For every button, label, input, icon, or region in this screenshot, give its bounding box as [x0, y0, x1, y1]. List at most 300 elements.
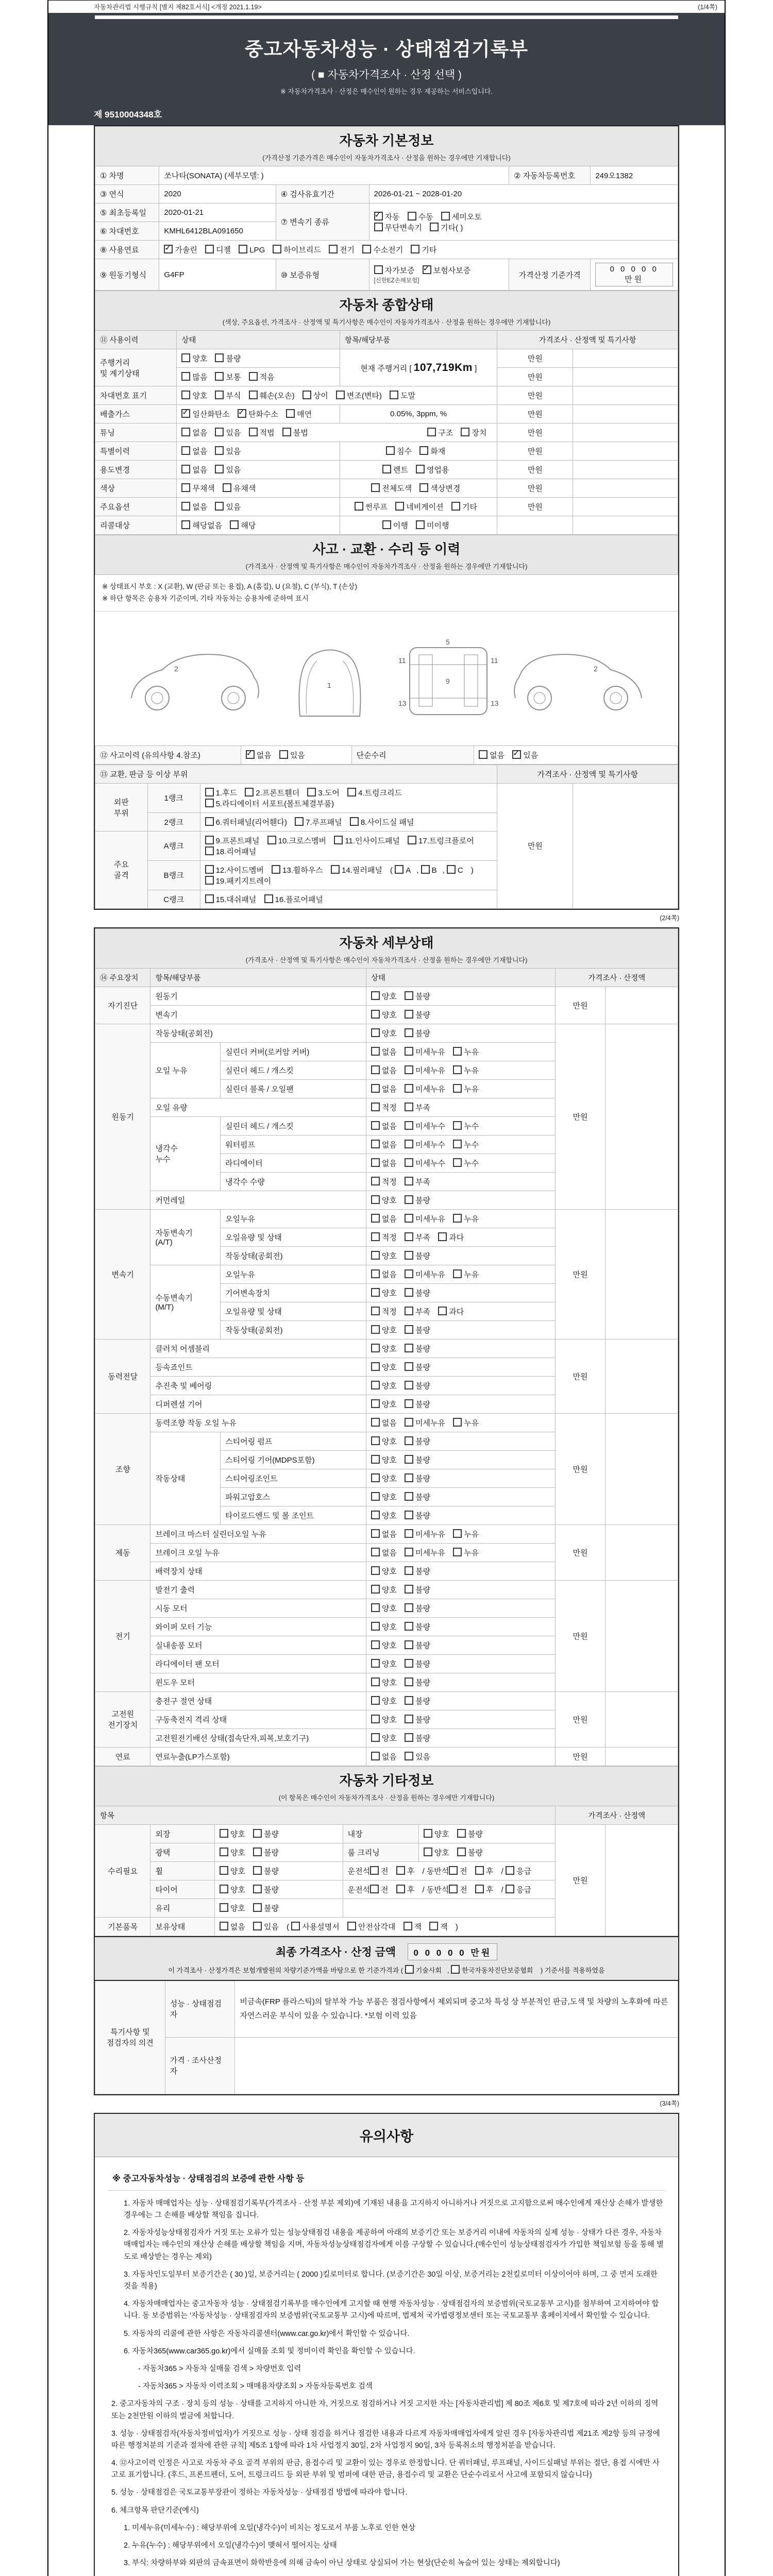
- checkbox[interactable]: [404, 1922, 412, 1930]
- checkbox-option[interactable]: 부식: [215, 390, 241, 401]
- checkbox[interactable]: [405, 1548, 413, 1556]
- checkbox[interactable]: [438, 1232, 447, 1241]
- checkbox[interactable]: [451, 1965, 460, 1974]
- checkbox-option[interactable]: 불량: [405, 1640, 430, 1651]
- checkbox-option[interactable]: 해당없음: [181, 520, 222, 531]
- checkbox-option[interactable]: 사용설명서: [291, 1921, 339, 1932]
- checkbox-option[interactable]: 양호: [371, 1250, 397, 1261]
- checkbox-option[interactable]: 수동: [408, 211, 433, 222]
- checkbox-option[interactable]: 15.대쉬패널: [205, 894, 257, 905]
- checkbox[interactable]: [181, 446, 190, 455]
- checkbox[interactable]: [347, 788, 356, 796]
- checkbox-option[interactable]: 양호: [371, 991, 397, 1002]
- checkbox-option[interactable]: 기타( ): [430, 222, 463, 233]
- checkbox[interactable]: [405, 1399, 413, 1408]
- checkbox-option[interactable]: 적음: [249, 371, 275, 382]
- checkbox[interactable]: [238, 409, 246, 418]
- checkbox-option[interactable]: 5.라디에이터 서포트(볼트체결부품): [205, 798, 334, 809]
- checkbox[interactable]: [441, 212, 450, 221]
- checkbox-option[interactable]: 없음: [371, 1213, 397, 1224]
- checkbox[interactable]: [371, 1214, 380, 1223]
- checkbox[interactable]: [371, 1288, 380, 1297]
- checkbox[interactable]: [329, 245, 338, 253]
- checkbox-option[interactable]: 10.크로스멤버: [267, 835, 326, 846]
- checkbox[interactable]: [279, 750, 288, 759]
- checkbox[interactable]: [215, 446, 224, 455]
- checkbox-option[interactable]: 양호: [371, 1658, 397, 1669]
- checkbox[interactable]: [371, 1140, 380, 1148]
- checkbox-option[interactable]: 장치: [461, 427, 486, 438]
- checkbox-option[interactable]: 많음: [181, 371, 207, 382]
- checkbox[interactable]: [205, 817, 214, 826]
- checkbox[interactable]: [405, 1566, 413, 1575]
- checkbox-option[interactable]: 불량: [405, 1028, 430, 1039]
- checkbox-option[interactable]: 없음: [371, 1139, 397, 1150]
- checkbox-option[interactable]: 양호: [371, 1380, 397, 1391]
- checkbox[interactable]: [386, 446, 395, 455]
- checkbox[interactable]: [405, 1715, 413, 1723]
- checkbox-option[interactable]: 영업용: [416, 464, 449, 475]
- checkbox-option[interactable]: 자가보증: [374, 265, 415, 276]
- checkbox[interactable]: [395, 865, 404, 874]
- checkbox-option[interactable]: 미세누유: [405, 1529, 445, 1539]
- checkbox-option[interactable]: 불량: [405, 1343, 430, 1354]
- checkbox[interactable]: [405, 1529, 413, 1538]
- checkbox-option[interactable]: 있음: [405, 1751, 430, 1762]
- checkbox-option[interactable]: 디젤: [205, 244, 231, 255]
- checkbox[interactable]: [479, 750, 488, 759]
- checkbox-option[interactable]: 4.트렁크리드: [347, 787, 402, 798]
- checkbox[interactable]: [451, 502, 460, 511]
- checkbox-option[interactable]: 해당: [230, 520, 256, 531]
- checkbox[interactable]: [453, 1269, 462, 1278]
- checkbox[interactable]: [382, 465, 391, 473]
- checkbox[interactable]: [416, 465, 425, 473]
- checkbox-option[interactable]: 양호: [371, 1436, 397, 1447]
- checkbox[interactable]: [475, 1866, 484, 1875]
- checkbox[interactable]: [181, 483, 190, 492]
- checkbox-option[interactable]: 미세누유: [405, 1065, 445, 1076]
- checkbox[interactable]: [307, 788, 316, 796]
- checkbox[interactable]: [371, 1733, 380, 1742]
- checkbox-option[interactable]: 양호: [371, 1733, 397, 1743]
- checkbox-option[interactable]: ✓자동: [374, 211, 400, 222]
- checkbox[interactable]: [253, 1866, 262, 1875]
- checkbox[interactable]: [453, 1140, 462, 1148]
- checkbox-option[interactable]: 7.루프패널: [295, 817, 342, 827]
- checkbox-option[interactable]: 누유: [453, 1547, 479, 1558]
- checkbox[interactable]: [347, 1922, 356, 1930]
- checkbox-option[interactable]: 없음: [371, 1547, 397, 1558]
- checkbox[interactable]: [370, 1885, 379, 1893]
- checkbox[interactable]: [405, 1065, 413, 1074]
- checkbox[interactable]: [371, 1677, 380, 1686]
- checkbox[interactable]: [447, 865, 456, 874]
- checkbox-option[interactable]: 양호: [371, 1009, 397, 1020]
- checkbox-option[interactable]: ✓ 탄화수소: [238, 409, 278, 419]
- checkbox-option[interactable]: 양호: [371, 1492, 397, 1502]
- checkbox-option[interactable]: 무단변속기: [374, 222, 422, 233]
- checkbox-option[interactable]: 없음: [181, 464, 207, 475]
- checkbox-option[interactable]: 부족: [405, 1176, 430, 1187]
- checkbox-option[interactable]: 적정: [371, 1306, 397, 1317]
- checkbox[interactable]: [371, 1028, 380, 1037]
- checkbox-option[interactable]: 불량: [405, 1696, 430, 1706]
- checkbox[interactable]: [220, 1922, 228, 1930]
- checkbox[interactable]: [453, 1065, 462, 1074]
- checkbox[interactable]: [453, 1158, 462, 1167]
- checkbox[interactable]: [371, 1455, 380, 1464]
- checkbox-option[interactable]: 하이브리드: [273, 244, 321, 255]
- checkbox-option[interactable]: 구조: [427, 427, 453, 438]
- checkbox-option[interactable]: 불량: [253, 1847, 279, 1858]
- checkbox[interactable]: [405, 1232, 413, 1241]
- checkbox[interactable]: [371, 1603, 380, 1612]
- checkbox[interactable]: [453, 1121, 462, 1130]
- checkbox[interactable]: [334, 836, 343, 844]
- checkbox-option[interactable]: 13.휠하우스: [272, 865, 323, 875]
- checkbox[interactable]: [405, 1010, 413, 1019]
- checkbox[interactable]: [181, 372, 190, 381]
- checkbox-option[interactable]: 양호: [371, 1566, 397, 1577]
- checkbox-option[interactable]: 적정: [371, 1232, 397, 1243]
- checkbox[interactable]: [371, 1640, 380, 1649]
- checkbox[interactable]: [405, 991, 413, 1000]
- checkbox-option[interactable]: 불량: [405, 991, 430, 1002]
- checkbox[interactable]: [215, 502, 224, 511]
- checkbox[interactable]: [405, 1511, 413, 1519]
- checkbox-option[interactable]: 누수: [453, 1158, 479, 1168]
- checkbox-option[interactable]: 불량: [405, 1436, 430, 1447]
- checkbox[interactable]: [181, 391, 190, 399]
- checkbox[interactable]: [355, 502, 363, 511]
- checkbox[interactable]: [449, 1866, 458, 1875]
- checkbox-option[interactable]: 누수: [453, 1121, 479, 1131]
- checkbox[interactable]: [286, 409, 295, 418]
- checkbox-option[interactable]: 없음: [181, 427, 207, 438]
- checkbox[interactable]: [453, 1418, 462, 1427]
- checkbox-option[interactable]: ✓ 없음: [246, 750, 272, 760]
- checkbox-option[interactable]: 상이: [303, 390, 328, 401]
- checkbox-option[interactable]: 16.플로어패널: [264, 894, 323, 905]
- checkbox[interactable]: [253, 1885, 262, 1893]
- checkbox[interactable]: [453, 1047, 462, 1056]
- checkbox[interactable]: [205, 865, 214, 874]
- checkbox[interactable]: [181, 465, 190, 473]
- checkbox-option[interactable]: 누유: [453, 1213, 479, 1224]
- checkbox[interactable]: [405, 1214, 413, 1223]
- checkbox[interactable]: [371, 1511, 380, 1519]
- checkbox[interactable]: [423, 265, 431, 274]
- checkbox-option[interactable]: 잭: [429, 1921, 448, 1932]
- checkbox-option[interactable]: 없음: [371, 1083, 397, 1094]
- checkbox-option[interactable]: 8.사이드실 패널: [350, 817, 414, 827]
- checkbox[interactable]: [336, 391, 345, 399]
- checkbox-option[interactable]: 양호: [181, 390, 207, 401]
- checkbox-option[interactable]: 불량: [405, 1566, 430, 1577]
- checkbox[interactable]: [245, 788, 254, 796]
- checkbox[interactable]: [405, 1603, 413, 1612]
- checkbox[interactable]: [405, 1677, 413, 1686]
- checkbox-option[interactable]: 누수: [453, 1139, 479, 1150]
- checkbox[interactable]: [405, 1028, 413, 1037]
- checkbox-option[interactable]: 불량: [405, 1510, 430, 1521]
- checkbox[interactable]: [374, 223, 383, 231]
- checkbox-option[interactable]: 불량: [405, 1733, 430, 1743]
- checkbox[interactable]: [205, 876, 214, 885]
- checkbox[interactable]: [181, 520, 190, 529]
- checkbox-option[interactable]: 화재: [419, 446, 445, 456]
- checkbox-option[interactable]: 양호: [220, 1866, 245, 1876]
- checkbox-option[interactable]: 불량: [253, 1828, 279, 1839]
- checkbox-option[interactable]: 응급: [506, 1884, 531, 1895]
- checkbox[interactable]: [215, 372, 224, 381]
- checkbox-option[interactable]: 양호: [220, 1828, 245, 1839]
- checkbox-option[interactable]: 안전삼각대: [347, 1921, 395, 1932]
- checkbox-option[interactable]: ✓ 가솔린: [164, 244, 197, 255]
- checkbox[interactable]: [405, 1362, 413, 1371]
- checkbox-option[interactable]: 보통: [215, 371, 241, 382]
- checkbox[interactable]: [273, 245, 281, 253]
- checkbox[interactable]: [303, 391, 311, 399]
- checkbox[interactable]: [371, 1010, 380, 1019]
- checkbox[interactable]: [382, 520, 391, 529]
- checkbox[interactable]: [362, 245, 371, 253]
- checkbox[interactable]: [371, 1251, 380, 1260]
- checkbox[interactable]: [405, 1418, 413, 1427]
- checkbox-option[interactable]: 누유: [453, 1046, 479, 1057]
- checkbox[interactable]: [215, 353, 224, 362]
- checkbox[interactable]: [371, 1121, 380, 1130]
- checkbox[interactable]: [408, 212, 416, 221]
- checkbox-option[interactable]: 양호: [220, 1903, 245, 1913]
- checkbox[interactable]: [405, 1158, 413, 1167]
- checkbox-option[interactable]: 한국자동차진단보증협회: [451, 1965, 533, 1975]
- checkbox[interactable]: [429, 1922, 438, 1930]
- checkbox-option[interactable]: 누유: [453, 1529, 479, 1539]
- checkbox-option[interactable]: 없음: [479, 750, 505, 760]
- checkbox[interactable]: [371, 1195, 380, 1204]
- checkbox-option[interactable]: 양호: [181, 353, 207, 364]
- checkbox-option[interactable]: 후: [475, 1866, 494, 1876]
- checkbox-option[interactable]: 미이행: [416, 520, 449, 531]
- checkbox[interactable]: [405, 1121, 413, 1130]
- checkbox[interactable]: [371, 1047, 380, 1056]
- checkbox-option[interactable]: 과다: [438, 1306, 464, 1317]
- checkbox-option[interactable]: 12.사이드멤버: [205, 865, 264, 875]
- checkbox-option[interactable]: 있음: [279, 750, 305, 760]
- checkbox-option[interactable]: 과다: [438, 1232, 464, 1243]
- checkbox-option[interactable]: 적법: [249, 427, 275, 438]
- checkbox-option[interactable]: 부족: [405, 1102, 430, 1113]
- checkbox[interactable]: [220, 1903, 228, 1912]
- checkbox-option[interactable]: 미세누유: [405, 1547, 445, 1558]
- checkbox-option[interactable]: 기타: [411, 244, 436, 255]
- checkbox-option[interactable]: 14.필러패널: [331, 865, 382, 875]
- checkbox[interactable]: [374, 212, 383, 221]
- checkbox-option[interactable]: 있음: [215, 446, 241, 456]
- checkbox[interactable]: [506, 1866, 514, 1875]
- checkbox-option[interactable]: 미세누수: [405, 1139, 445, 1150]
- checkbox[interactable]: [205, 799, 214, 807]
- checkbox-option[interactable]: 후: [396, 1884, 415, 1895]
- checkbox-option[interactable]: 수소전기: [362, 244, 403, 255]
- checkbox[interactable]: [457, 1829, 466, 1838]
- checkbox[interactable]: [419, 446, 428, 455]
- checkbox-option[interactable]: 적정: [371, 1102, 397, 1113]
- checkbox-option[interactable]: 없음: [371, 1529, 397, 1539]
- checkbox-option[interactable]: 도말: [390, 390, 415, 401]
- checkbox[interactable]: [405, 1084, 413, 1093]
- checkbox[interactable]: [405, 1752, 413, 1760]
- checkbox[interactable]: [370, 1866, 379, 1875]
- checkbox-option[interactable]: 2.프론트휀더: [245, 787, 299, 798]
- checkbox-option[interactable]: 불량: [405, 1454, 430, 1465]
- checkbox[interactable]: [405, 1585, 413, 1594]
- checkbox-option[interactable]: 전: [449, 1866, 467, 1876]
- checkbox[interactable]: [449, 1885, 458, 1893]
- checkbox[interactable]: [405, 1381, 413, 1389]
- checkbox[interactable]: [475, 1885, 484, 1893]
- checkbox-option[interactable]: 부족: [405, 1232, 430, 1243]
- checkbox[interactable]: [249, 391, 258, 399]
- checkbox[interactable]: [453, 1529, 462, 1538]
- checkbox[interactable]: [405, 1455, 413, 1464]
- checkbox[interactable]: [371, 1752, 380, 1760]
- checkbox[interactable]: [164, 245, 173, 253]
- checkbox[interactable]: [453, 1214, 462, 1223]
- checkbox-option[interactable]: 양호: [371, 1714, 397, 1725]
- checkbox-option[interactable]: 전체도색: [371, 483, 412, 494]
- checkbox[interactable]: [405, 1696, 413, 1705]
- checkbox-option[interactable]: 없음: [371, 1121, 397, 1131]
- checkbox-option[interactable]: 전기: [329, 244, 355, 255]
- checkbox-option[interactable]: 불량: [405, 1621, 430, 1632]
- checkbox-option[interactable]: 양호: [371, 1696, 397, 1706]
- checkbox-option[interactable]: 이행: [382, 520, 408, 531]
- checkbox-option[interactable]: 없음: [371, 1269, 397, 1280]
- checkbox[interactable]: [291, 1922, 300, 1930]
- checkbox-option[interactable]: 미세누수: [405, 1121, 445, 1131]
- checkbox-option[interactable]: 불량: [253, 1903, 279, 1913]
- checkbox-option[interactable]: 유채색: [223, 483, 256, 494]
- checkbox-option[interactable]: 부족: [405, 1306, 430, 1317]
- checkbox-option[interactable]: 없음: [181, 501, 207, 512]
- checkbox[interactable]: [253, 1848, 262, 1856]
- checkbox-option[interactable]: 침수: [386, 446, 412, 456]
- checkbox-option[interactable]: 양호: [371, 1584, 397, 1595]
- checkbox[interactable]: [405, 1436, 413, 1445]
- checkbox-option[interactable]: 양호: [371, 1677, 397, 1688]
- checkbox[interactable]: [461, 428, 469, 436]
- checkbox[interactable]: [371, 1566, 380, 1575]
- checkbox-option[interactable]: 양호: [371, 1603, 397, 1614]
- checkbox[interactable]: [396, 1885, 405, 1893]
- checkbox-option[interactable]: 불법: [282, 427, 308, 438]
- checkbox-option[interactable]: 세미오토: [441, 211, 482, 222]
- checkbox[interactable]: [239, 245, 247, 253]
- checkbox-option[interactable]: 색상변경: [419, 483, 460, 494]
- checkbox[interactable]: [405, 1307, 413, 1315]
- checkbox-option[interactable]: 네비게이션: [395, 501, 443, 512]
- checkbox[interactable]: [181, 428, 190, 436]
- checkbox-option[interactable]: 3.도어: [307, 787, 340, 798]
- checkbox[interactable]: [430, 223, 439, 231]
- checkbox[interactable]: [421, 865, 430, 874]
- checkbox-option[interactable]: 양호: [371, 1473, 397, 1484]
- checkbox[interactable]: [371, 1381, 380, 1389]
- checkbox-option[interactable]: 17.트렁크플로어: [408, 835, 474, 846]
- checkbox-option[interactable]: 불량: [405, 1603, 430, 1614]
- checkbox-option[interactable]: 불량: [457, 1828, 483, 1839]
- checkbox-option[interactable]: 양호: [220, 1884, 245, 1895]
- checkbox[interactable]: [215, 428, 224, 436]
- checkbox[interactable]: [371, 1344, 380, 1352]
- checkbox-option[interactable]: 양호: [371, 1454, 397, 1465]
- checkbox-option[interactable]: 18.리어패널: [205, 846, 257, 857]
- checkbox-option[interactable]: B: [421, 865, 437, 875]
- checkbox[interactable]: [405, 1622, 413, 1631]
- checkbox[interactable]: [405, 1965, 414, 1974]
- checkbox[interactable]: [408, 836, 416, 844]
- checkbox-option[interactable]: 있음: [215, 427, 241, 438]
- checkbox-option[interactable]: 미세누유: [405, 1046, 445, 1057]
- checkbox-option[interactable]: 불량: [405, 1380, 430, 1391]
- checkbox[interactable]: [453, 1084, 462, 1093]
- checkbox-option[interactable]: 불량: [405, 1473, 430, 1484]
- checkbox-option[interactable]: 없음: [371, 1158, 397, 1168]
- checkbox[interactable]: [390, 391, 398, 399]
- checkbox[interactable]: [512, 750, 521, 759]
- checkbox-option[interactable]: 미세누유: [405, 1269, 445, 1280]
- checkbox[interactable]: [253, 1922, 262, 1930]
- checkbox[interactable]: [205, 788, 214, 796]
- checkbox[interactable]: [405, 1047, 413, 1056]
- checkbox-option[interactable]: 없음: [220, 1921, 245, 1932]
- checkbox-option[interactable]: 훼손(오손): [249, 390, 295, 401]
- checkbox[interactable]: [395, 502, 404, 511]
- checkbox-option[interactable]: 전: [449, 1884, 467, 1895]
- checkbox-option[interactable]: 잭: [404, 1921, 422, 1932]
- checkbox-option[interactable]: 1.후드: [205, 787, 238, 798]
- checkbox-option[interactable]: 불량: [405, 1399, 430, 1410]
- checkbox[interactable]: [405, 1344, 413, 1352]
- checkbox-option[interactable]: 불량: [405, 1492, 430, 1502]
- checkbox[interactable]: [181, 409, 190, 418]
- checkbox-option[interactable]: 불량: [253, 1884, 279, 1895]
- checkbox-option[interactable]: 없음: [371, 1751, 397, 1762]
- checkbox-option[interactable]: 불량: [405, 1584, 430, 1595]
- checkbox-option[interactable]: ✓ 있음: [512, 750, 538, 760]
- checkbox-option[interactable]: 6.쿼터패널(리어휀다): [205, 817, 287, 827]
- checkbox[interactable]: [371, 1585, 380, 1594]
- checkbox-option[interactable]: 없음: [371, 1046, 397, 1057]
- checkbox[interactable]: [506, 1885, 514, 1893]
- checkbox-option[interactable]: 있음: [215, 501, 241, 512]
- checkbox[interactable]: [331, 865, 340, 874]
- checkbox[interactable]: [371, 483, 380, 492]
- checkbox-option[interactable]: 변조(변타): [336, 390, 382, 401]
- checkbox[interactable]: [371, 1492, 380, 1501]
- checkbox-option[interactable]: 미세누유: [405, 1083, 445, 1094]
- checkbox[interactable]: [424, 1829, 432, 1838]
- checkbox[interactable]: [424, 1848, 432, 1856]
- checkbox[interactable]: [371, 1399, 380, 1408]
- checkbox[interactable]: [220, 1848, 228, 1856]
- checkbox[interactable]: [181, 502, 190, 511]
- checkbox-option[interactable]: 있음: [253, 1921, 279, 1932]
- checkbox[interactable]: [427, 428, 436, 436]
